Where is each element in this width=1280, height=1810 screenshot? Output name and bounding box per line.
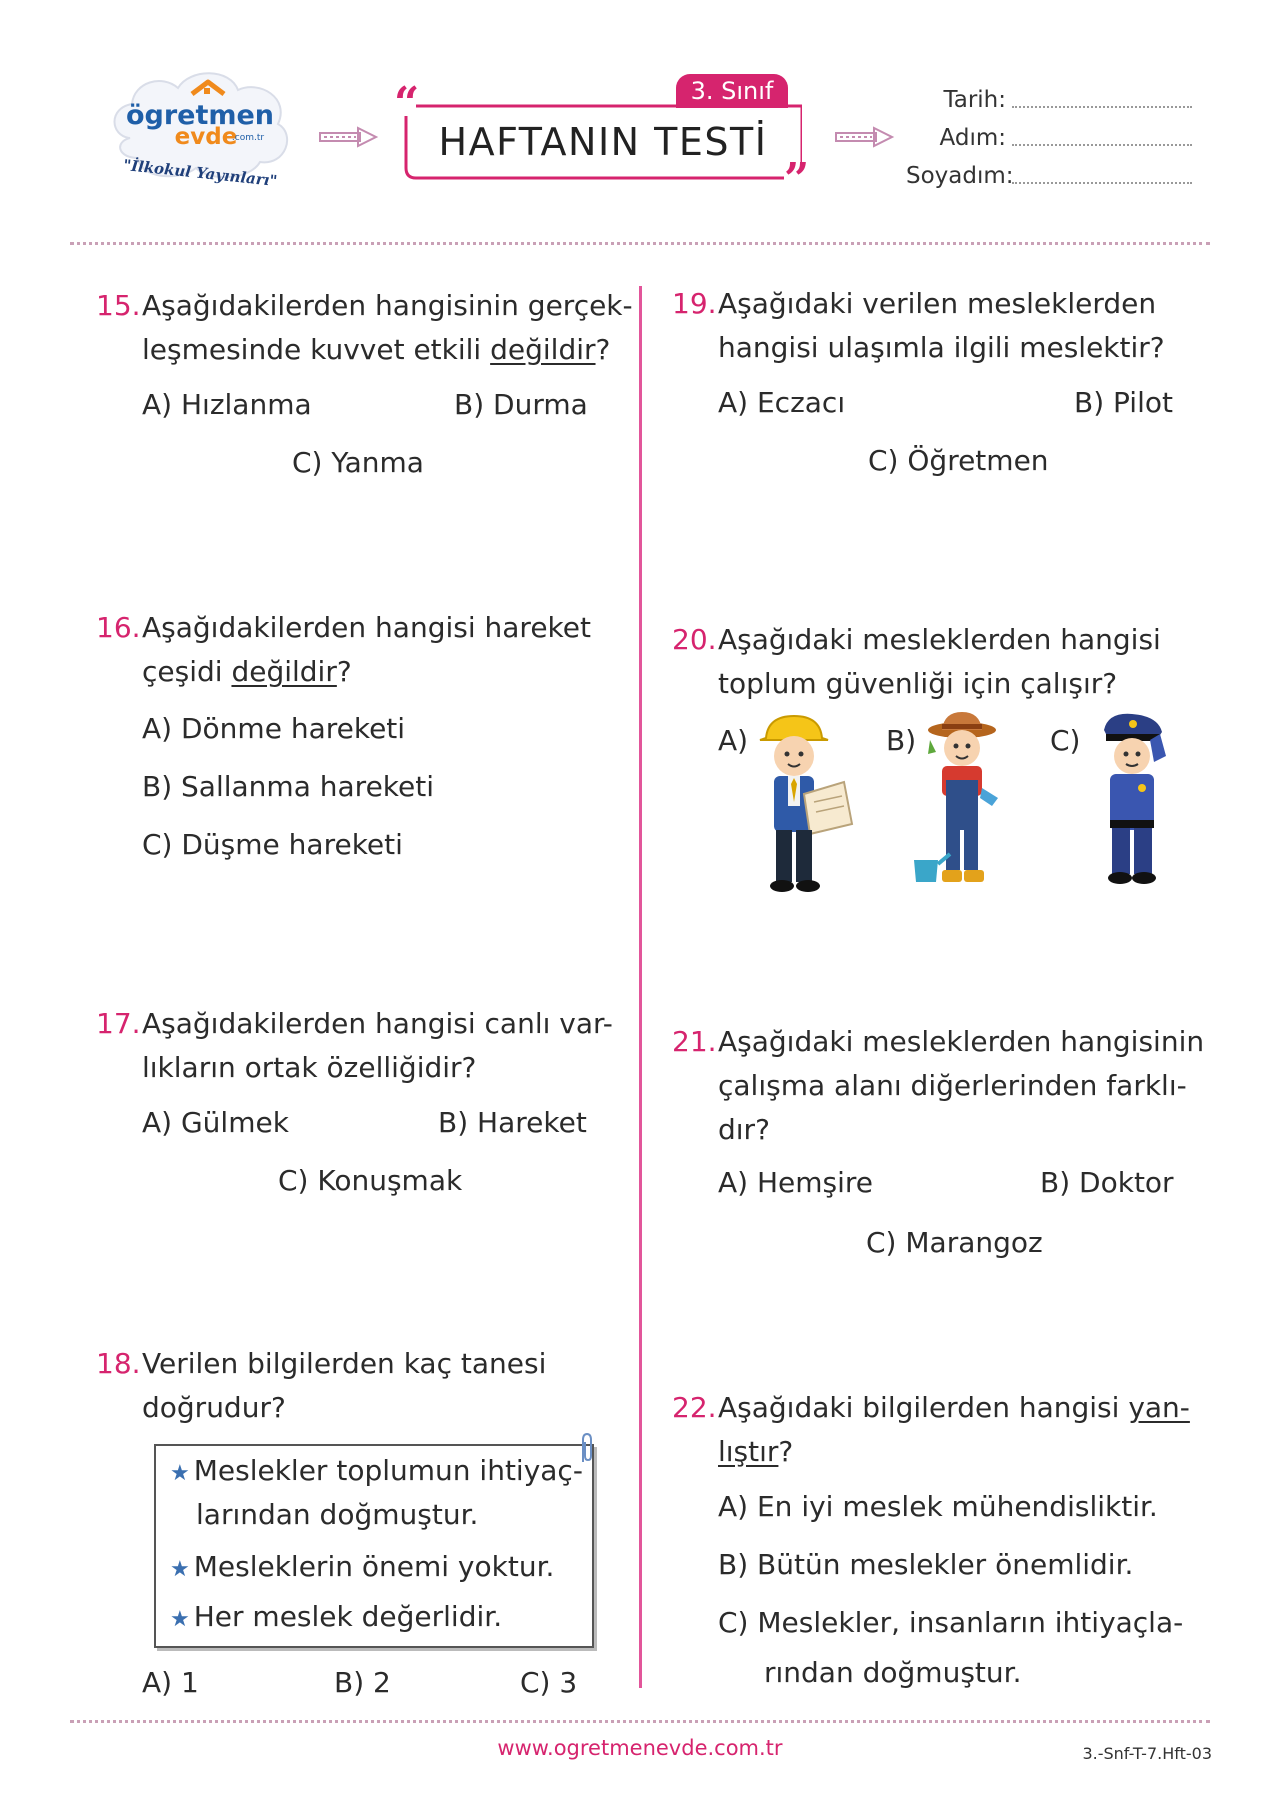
question-line: dır? <box>718 1113 770 1146</box>
footer-website-link[interactable]: www.ogretmenevde.com.tr <box>497 1736 783 1760</box>
question-line <box>142 328 633 372</box>
column-divider <box>639 286 642 1688</box>
question-18 <box>96 1342 616 1442</box>
open-quote-icon: “ <box>394 78 420 129</box>
option-b[interactable]: B) Sallanma hareketi <box>142 770 434 803</box>
question-text <box>142 1342 546 1430</box>
option-b[interactable]: B) 2 <box>334 1666 391 1699</box>
date-label: Tarih: <box>943 87 1006 113</box>
question-text <box>142 606 591 694</box>
question-line <box>718 1430 1190 1474</box>
question-17 <box>96 1002 616 1102</box>
option-b[interactable]: B) Pilot <box>1074 386 1173 419</box>
engineer-figure[interactable] <box>748 712 858 898</box>
question-number: 21. <box>672 1025 717 1058</box>
question-line: Aşağıdakilerden hangisi canlı var- <box>142 1007 613 1040</box>
name-label: Adım: <box>939 125 1006 151</box>
question-line: çalışma alanı diğerlerinden farklı- <box>718 1069 1187 1102</box>
option-c[interactable]: C) <box>1050 724 1081 757</box>
option-a[interactable]: A) Hızlanma <box>142 388 312 421</box>
question-21 <box>672 1020 1205 1170</box>
option-a[interactable]: A) En iyi meslek mühendisliktir. <box>718 1490 1158 1523</box>
option-c[interactable]: C) Meslekler, insanların ihtiyaçla- <box>718 1606 1184 1639</box>
question-22 <box>672 1386 1192 1486</box>
question-line: Aşağıdaki mesleklerden hangisi <box>718 623 1161 656</box>
question-number: 17. <box>96 1007 141 1040</box>
text-segment: ? <box>778 1435 794 1468</box>
question-16 <box>96 606 616 706</box>
statement-text: Her meslek değerlidir. <box>193 1600 503 1633</box>
option-a[interactable]: A) <box>718 724 749 757</box>
option-b[interactable]: B) Bütün meslekler önemlidir. <box>718 1548 1134 1581</box>
arrow-right-icon <box>318 126 380 148</box>
question-line: Aşağıdaki mesleklerden hangisinin <box>718 1025 1205 1058</box>
option-c[interactable]: C) Marangoz <box>866 1226 1043 1259</box>
text-segment: ? <box>595 333 611 366</box>
grade-tab: 3. Sınıf <box>676 74 788 108</box>
question-number: 16. <box>96 611 141 644</box>
question-text <box>718 1386 1190 1474</box>
footer-document-code: 3.-Snf-T-7.Hft-03 <box>1082 1744 1212 1763</box>
option-a[interactable]: A) Eczacı <box>718 386 846 419</box>
question-text <box>142 284 633 372</box>
logo-brand-line2: evde <box>174 124 238 150</box>
surname-label: Soyadım: <box>906 163 1014 189</box>
option-c[interactable]: C) Öğretmen <box>868 444 1049 477</box>
logo-tagline: "İlkokul Yayınları" <box>122 155 279 191</box>
option-c[interactable]: C) Düşme hareketi <box>142 828 403 861</box>
date-blank-line[interactable] <box>1012 106 1192 108</box>
statement-2 <box>170 1550 554 1583</box>
logo-domain-suffix: .com.tr <box>231 133 265 143</box>
option-c[interactable]: C) 3 <box>520 1666 578 1699</box>
question-line: toplum güvenliği için çalışır? <box>718 667 1118 700</box>
option-a[interactable]: A) Gülmek <box>142 1106 289 1139</box>
question-number: 20. <box>672 623 717 656</box>
name-field[interactable] <box>906 122 1206 154</box>
footer-separator <box>70 1720 1210 1723</box>
name-blank-line[interactable] <box>1012 144 1192 146</box>
close-quote-icon: ” <box>784 154 810 205</box>
logo-cloud-graphic <box>100 58 300 208</box>
question-line: Aşağıdakilerden hangisinin gerçek- <box>142 289 633 322</box>
surname-field[interactable] <box>906 160 1206 192</box>
question-line: Verilen bilgilerden kaç tanesi <box>142 1347 547 1380</box>
question-15 <box>96 284 633 384</box>
question-text <box>718 618 1161 706</box>
logo-brand-line1: ögretmen <box>125 100 275 131</box>
question-text <box>718 282 1165 370</box>
police-figure[interactable] <box>1082 710 1192 896</box>
question-text <box>718 1020 1204 1152</box>
underlined-word: değildir <box>231 655 337 688</box>
question-line <box>718 1386 1190 1430</box>
publisher-logo <box>100 58 300 208</box>
date-field[interactable] <box>906 84 1206 116</box>
question-number: 22. <box>672 1391 717 1424</box>
statement-3 <box>170 1600 502 1633</box>
statement-text: Mesleklerin önemi yoktur. <box>193 1550 555 1583</box>
text-segment: leşmesinde kuvvet etkili <box>142 333 491 366</box>
student-info-fields <box>906 84 1206 192</box>
question-20 <box>672 618 1192 718</box>
question-line: Aşağıdaki verilen mesleklerden <box>718 287 1157 320</box>
surname-blank-line[interactable] <box>1012 182 1192 184</box>
statements-box <box>154 1444 594 1648</box>
option-b[interactable]: B) Doktor <box>1040 1166 1174 1199</box>
question-line: Aşağıdakilerden hangisi hareket <box>142 611 591 644</box>
star-bullet-icon: ★ <box>170 1607 190 1632</box>
option-c[interactable]: C) Yanma <box>292 446 424 479</box>
farmer-figure[interactable] <box>908 710 1018 896</box>
question-number: 18. <box>96 1347 141 1380</box>
question-number: 19. <box>672 287 717 320</box>
question-line <box>142 650 591 694</box>
option-b[interactable]: B) <box>886 724 917 757</box>
statement-1-continued: larından doğmuştur. <box>196 1498 479 1531</box>
statement-text: Meslekler toplumun ihtiyaç- <box>193 1454 583 1487</box>
question-line: doğrudur? <box>142 1391 286 1424</box>
option-a[interactable]: A) Dönme hareketi <box>142 712 406 745</box>
text-segment: çeşidi <box>142 655 232 688</box>
paperclip-icon <box>578 1432 594 1464</box>
question-line: hangisi ulaşımla ilgili meslektir? <box>718 331 1165 364</box>
text-segment: ? <box>336 655 352 688</box>
question-number: 15. <box>96 289 141 322</box>
header-separator <box>70 242 1210 245</box>
star-bullet-icon: ★ <box>170 1557 190 1582</box>
option-c[interactable]: C) Konuşmak <box>278 1164 463 1197</box>
option-b[interactable]: B) Durma <box>454 388 588 421</box>
question-19 <box>672 282 1192 382</box>
text-segment: Aşağıdaki bilgilerden hangisi <box>718 1391 1129 1424</box>
underlined-word: yan- <box>1128 1391 1190 1424</box>
option-a[interactable]: A) Hemşire <box>718 1166 874 1199</box>
page-title: HAFTANIN TESTİ <box>438 120 768 164</box>
underlined-word: lıştır <box>718 1435 779 1468</box>
arrow-right-icon <box>834 126 896 148</box>
option-b[interactable]: B) Hareket <box>438 1106 587 1139</box>
underlined-word: değildir <box>490 333 596 366</box>
statement-1 <box>170 1454 583 1487</box>
star-bullet-icon: ★ <box>170 1461 190 1486</box>
question-text <box>142 1002 613 1090</box>
question-line: lıkların ortak özelliğidir? <box>142 1051 477 1084</box>
option-c-continued[interactable]: rından doğmuştur. <box>764 1656 1022 1689</box>
option-a[interactable]: A) 1 <box>142 1666 199 1699</box>
